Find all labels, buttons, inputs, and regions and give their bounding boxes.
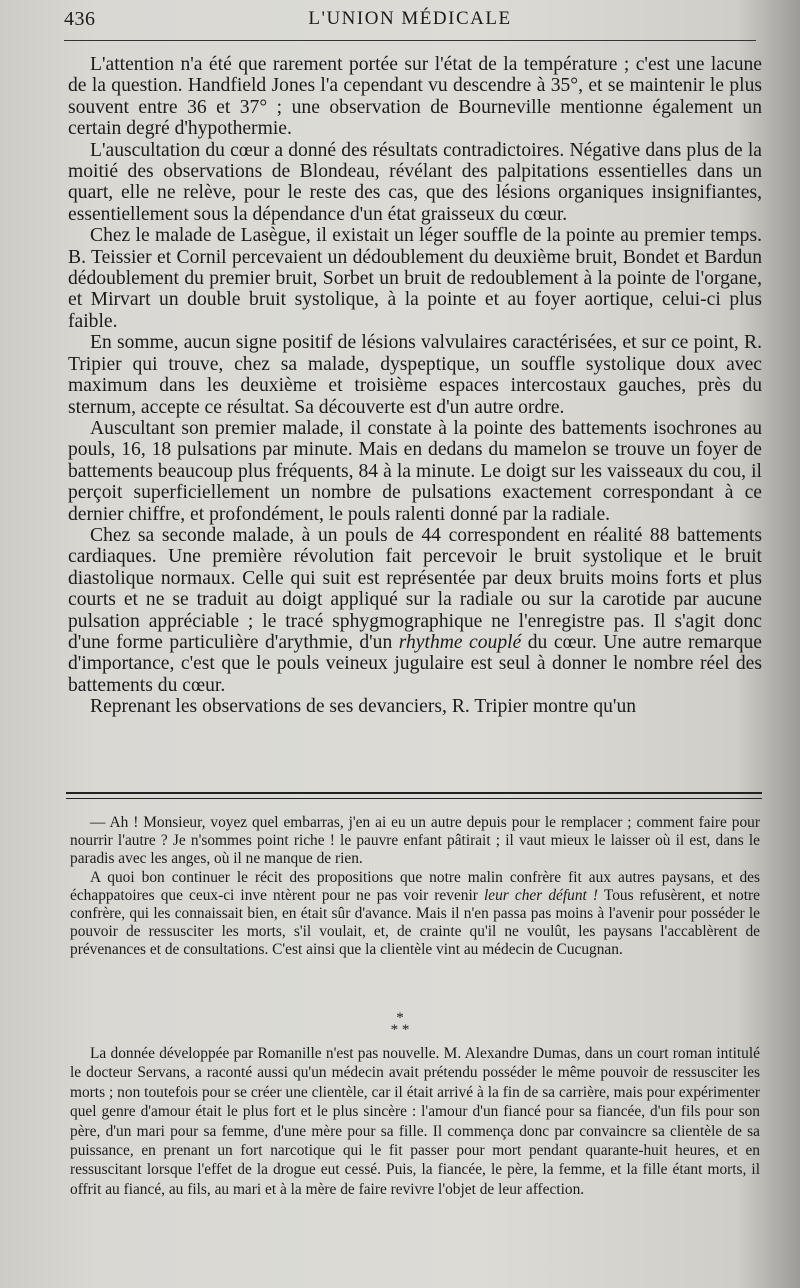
paragraph-reprenant: Reprenant les observations de ses devanciers, R. Tripier montre qu'un [90,696,637,718]
feuilleton-paragraph-cucugnan [70,869,760,960]
feuilleton-text-continued [70,1044,760,1199]
paragraph-auscultation: L'auscultation du cœur a donné des résultats contradictoires. Négative dans plus de la moitié des observations de Blondeau, révélant des palpitations essentielles dans un quart, elle ne relève, pour le reste des cas, que des lésions organiques insignifiantes, essentiellement sous la dépendance d'un état graisseux du cœur. [68,139,762,225]
main-text-column [68,54,762,718]
running-title: L'UNION MÉDICALE [308,8,512,29]
italic-rhythme-couple: rhythme couplé [398,631,522,653]
paragraph-temperature: L'attention n'a été que rarement portée sur l'état de la température ; c'est une lacune de la question. Handfield Jones l'a cependant vu descendre à 35°, et se maintenir le plus souvent entre 36 et 37° ; une observation de Bourneville mentionne également un certain degré d'hypothermie. [68,54,762,140]
paragraph-premier-malade: Auscultant son premier malade, il constate à la pointe des battements isochrones au pouls, 16, 18 pulsations par minute. Mais en dedans du mamelon se trouve un foyer de battements beaucoup plus fréquents, 84 à la minute. Le doigt sur les vaisseaux du cou, il perçoit superficiellement un nombre de pulsations exactement correspondant à ce dernier chiffre, et profondément, le pouls ralenti donné par la radiale. [68,417,762,525]
header-rule [64,40,756,41]
asterism-divider [0,1012,800,1036]
text-run: Tous refusèrent, et notre confrère, qui les connaissait bien, en était sûr d'avance. Mais il n'en passa pas moins à l'avenir pour posséder le pouvoir de ressusciter les morts, s'il voulait, et, de crainte qu'il ne voulût, les paysans l'accablèrent de prévenances et de consultations. C'est ainsi que la clientèle vint au médecin de Cucugnan. [70,886,760,959]
text-run: A quoi bon continuer le récit des propositions que notre malin confrère fit aux autres paysans, et des échappatoires que ceux-ci inve ntèrent pour ne pas voir revenir [70,868,760,904]
feuilleton-paragraph-dialogue: — Ah ! Monsieur, voyez quel embarras, j'en ai eu un autre depuis pour le remplacer ; comment faire pour nourrir l'autre ? Je n'sommes point riche ! le pauvre enfant pâtirait ; il vaut mieux le laisser où il est, dans le paradis avec les anges, où il ne manque de rien. [70,814,760,868]
asterism-top: * [396,1010,404,1026]
feuilleton-paragraph-dumas: La donnée développée par Romanille n'est pas nouvelle. M. Alexandre Dumas, dans un court roman intitulé le docteur Servans, a raconté aussi qu'un médecin avait prétendu posséder le même pouvoir de ressusciter les morts ; non toutefois pour se créer une clientèle, car il était arrivé à la fin de sa carrière, mais pour expérimenter quel genre d'amour était le plus fort et le plus sincère : l'amour d'un fiancé pour sa fiancée, d'un fils pour son père, d'un mari pour sa femme, d'une mère pour sa fille. Il commença donc par convaincre sa clientèle de sa puissance, en prenant un fort narcotique qui le fit passer pour mort pendant quarante-huit heures, et en ressuscitant lorsque l'effet de la drogue eut cessé. Puis, la fiancée, le père, la femme, et la fille étant morts, il offrit au fiancé, au fils, au mari et à la mère de faire revivre l'objet de leur affection. [70,1045,760,1198]
text-run: Chez sa seconde malade, à un pouls de 44 correspondent en réalité 88 battements cardiaques. Une première révolution fait percevoir le bruit systolique et le bruit diastolique normaux. Celle qui suit est représentée par deux bruits moins forts et plus courts et ne se traduit au doigt appliqué sur la radiale ou sur la carotide par aucune pulsation appréciable ; le tracé sphygmographique ne l'enregistre pas. Il s'agit donc d'une forme particulière d'arythmie, d'un [68,524,762,653]
feuilleton-separator-rule [66,792,762,799]
paragraph-en-somme: En somme, aucun signe positif de lésions valvulaires caractérisées, et sur ce point, R. Tripier qui trouve, chez sa malade, dyspeptique, un souffle systolique doux avec maximum dans les deuxième et troisième espaces intercostaux gauches, près du sternum, accepte ce résultat. Sa découverte est d'un autre ordre. [68,332,762,418]
paragraph-seconde-malade [68,525,762,696]
text-run: du cœur. Une autre remarque d'importance, c'est que le pouls veineux jugulaire est seul à donner le nombre réel des battements du cœur. [68,631,762,696]
page-header [64,6,756,36]
asterism-bottom: * * [390,1022,410,1038]
feuilleton-text [70,814,760,960]
italic-leur-cher-defunt: leur cher défunt ! [484,886,599,904]
page-number: 436 [64,8,96,30]
paragraph-lasegue: Chez le malade de Lasègue, il existait un léger souffle de la pointe au premier temps. B. Teissier et Cornil percevaient un dédoublement du deuxième bruit, Bondet et Bardun dédoublement du premier bruit, Sorbet un bruit de redoublement à la pointe de l'organe, et Mirvart un double bruit systolique, à la pointe et au foyer aortique, celui-ci plus faible. [68,225,762,332]
